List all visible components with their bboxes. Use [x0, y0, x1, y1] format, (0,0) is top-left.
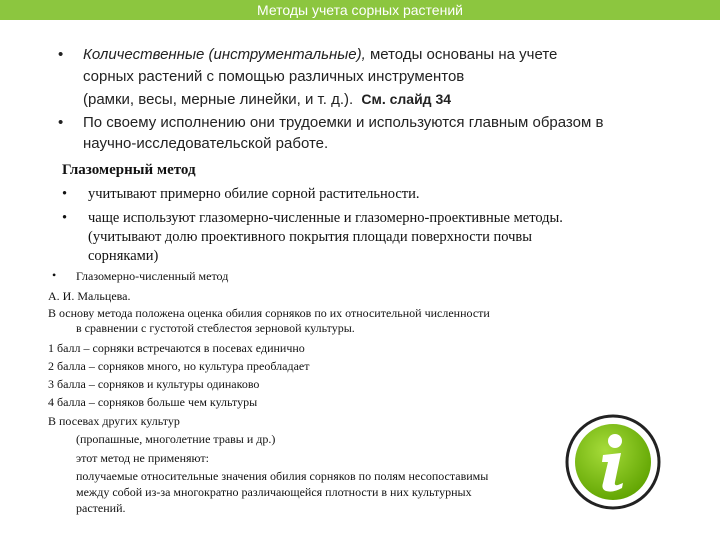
bullet-marker: • [62, 186, 68, 202]
bullet-instrumental [83, 46, 557, 63]
other-crops-line2: (пропашные, многолетние травы и др.) [76, 432, 276, 446]
other-crops-line5: между собой из-за многократно различающейся плотности в них культурных [76, 485, 472, 499]
slide-title: Методы учета сорных растений [0, 0, 720, 20]
other-crops-line4: получаемые относительные значения обилия сорняков по полям несопоставимы [76, 469, 489, 483]
instrumental-line3 [83, 91, 451, 108]
slide-reference: См. слайд 34 [361, 91, 452, 107]
labor-line1: По своему исполнению они трудоемки и используются главным образом в [83, 114, 604, 131]
term-instrumental: Количественные (инструментальные), [83, 46, 366, 63]
visual-bullet-2-line1: чаще используют глазомерно-численные и глазомерно-проективные методы. [88, 210, 563, 226]
method-author: А. И. Мальцева. [48, 289, 131, 303]
method-name: Глазомерно-численный метод [76, 269, 229, 283]
scale-item: 3 балла – сорняков и культуры одинаково [48, 377, 260, 391]
scale-item: 2 балла – сорняков много, но культура преобладает [48, 359, 310, 373]
bullet-marker: • [62, 210, 68, 226]
info-icon [563, 412, 663, 512]
labor-line2: научно-исследовательской работе. [83, 135, 329, 152]
method-basis-line2: в сравнении с густотой стеблестоя зерновой культуры. [76, 321, 355, 335]
method-basis-line1: В основу метода положена оценка обилия сорняков по их относительной численности [48, 306, 490, 320]
instrumental-line3-text: (рамки, весы, мерные линейки, и т. д.). [83, 91, 354, 108]
visual-bullet-1: учитывают примерно обилие сорной растительности. [88, 186, 420, 202]
instrumental-line2: сорных растений с помощью различных инструментов [83, 68, 465, 85]
section-heading-visual: Глазомерный метод [62, 162, 196, 178]
scale-item: 1 балл – сорняки встречаются в посевах единично [48, 341, 305, 355]
scale-item: 4 балла – сорняков больше чем культуры [48, 395, 258, 409]
instrumental-text: методы основаны на учете [365, 46, 558, 63]
visual-bullet-2-line3: сорняками) [88, 248, 159, 264]
bullet-marker: • [58, 114, 64, 131]
other-crops-line3: этот метод не применяют: [76, 451, 209, 465]
visual-bullet-2-line2: (учитывают долю проективного покрытия площади поверхности почвы [88, 229, 532, 245]
other-crops-line1: В посевах других культур [48, 414, 180, 428]
bullet-marker: • [58, 46, 64, 63]
other-crops-line6: растений. [76, 501, 126, 515]
bullet-marker: • [52, 268, 57, 282]
